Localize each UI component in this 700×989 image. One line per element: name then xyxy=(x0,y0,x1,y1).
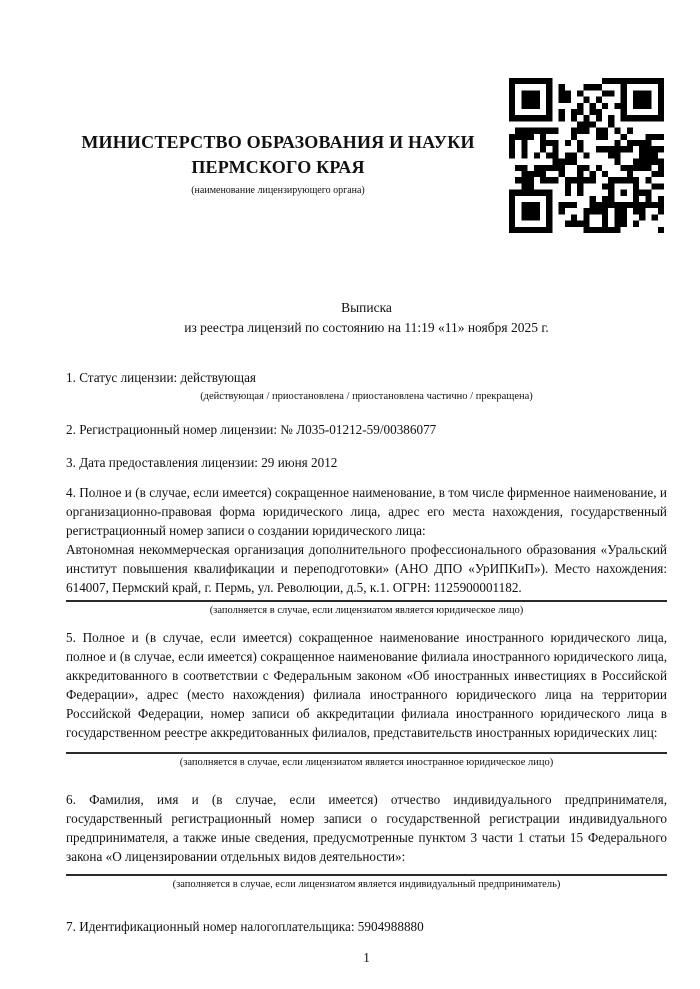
fill-in-rule-legal-entity xyxy=(66,600,667,602)
field-legal-entity xyxy=(66,483,667,618)
fill-in-rule-individual-entrepreneur xyxy=(66,874,667,876)
field-foreign-entity-caption: (заполняется в случае, если лицензиатом является иностранное юридическое лицо) xyxy=(179,757,554,768)
fill-in-rule-foreign-entity xyxy=(66,752,667,754)
ministry-name-line1: МИНИСТЕРСТВО ОБРАЗОВАНИЯ И НАУКИ xyxy=(81,132,475,152)
field-license-status: 1. Статус лицензии: действующая xyxy=(66,370,257,385)
qr-code-icon xyxy=(509,78,664,233)
field-registration-number: 2. Регистрационный номер лицензии: № Л035-01212-59/00386077 xyxy=(66,422,437,437)
field-foreign-entity-clause: 5. Полное и (в случае, если имеется) сокращенное наименование иностранного юридического лица, полное и (в случае, если имеется) сокращенное наименование филиала иностранного юридического лица, аккредитованного в соответствии с Федеральным законом «Об иностранных инвестициях в Российской Федерации», адрес (место нахождения) филиала иностранного юридического лица на территории Российской Федерации, номер записи об аккредитации филиала иностранного юридического лица в государственном реестре аккредитованных филиалов, представительств иностранных юридических лиц: xyxy=(66,630,667,740)
field-individual-entrepreneur-caption: (заполняется в случае, если лицензиатом является индивидуальный предприниматель) xyxy=(172,879,561,890)
document-header xyxy=(66,78,667,233)
field-legal-entity-clause: 4. Полное и (в случае, если имеется) сокращенное наименование, в том числе фирменное наименование, и организационно-правовая форма юридического лица, адрес его места нахождения, государственный регистрационный номер записи о создании юридического лица: xyxy=(66,485,667,538)
field-foreign-entity xyxy=(66,628,667,770)
licensing-authority-block xyxy=(66,78,490,197)
licensing-authority-caption: (наименование лицензирующего органа) xyxy=(191,185,365,196)
field-license-status-caption: (действующая / приостановлена / приостановлена частично / прекращена) xyxy=(200,391,533,402)
page-number: 1 xyxy=(363,950,370,965)
document-title-line2: из реестра лицензий по состоянию на 11:19 «11» ноября 2025 г. xyxy=(184,320,549,335)
ministry-name-line2: ПЕРМСКОГО КРАЯ xyxy=(191,157,365,177)
field-individual-entrepreneur-clause: 6. Фамилия, имя и (в случае, если имеется) отчество индивидуального предпринимателя, государственный регистрационный номер записи о государственной регистрации индивидуального предпринимателя, а также иные сведения, предусмотренные пунктом 3 части 1 статьи 15 Федерального закона «О лицензировании отдельных видов деятельности»: xyxy=(66,792,667,864)
field-license-grant-date: 3. Дата предоставления лицензии: 29 июня 2012 xyxy=(66,455,338,470)
field-legal-entity-caption: (заполняется в случае, если лицензиатом является юридическое лицо) xyxy=(209,605,524,616)
field-legal-entity-value: Автономная некоммерческая организация дополнительного профессионального образования «Уральский институт повышения квалификации и переподготовки» (АНО ДПО «УрИПКиП»). Место нахождения: 614007, Пермский край, г. Пермь, ул. Революции, д.5, к.1. ОГРН: 1125900001182. xyxy=(66,542,667,595)
document-title-line1: Выписка xyxy=(341,300,392,315)
field-taxpayer-id: 7. Идентификационный номер налогоплательщика: 5904988880 xyxy=(66,919,424,934)
qr-code-container xyxy=(509,78,664,233)
document-title xyxy=(66,298,667,338)
field-individual-entrepreneur xyxy=(66,790,667,892)
